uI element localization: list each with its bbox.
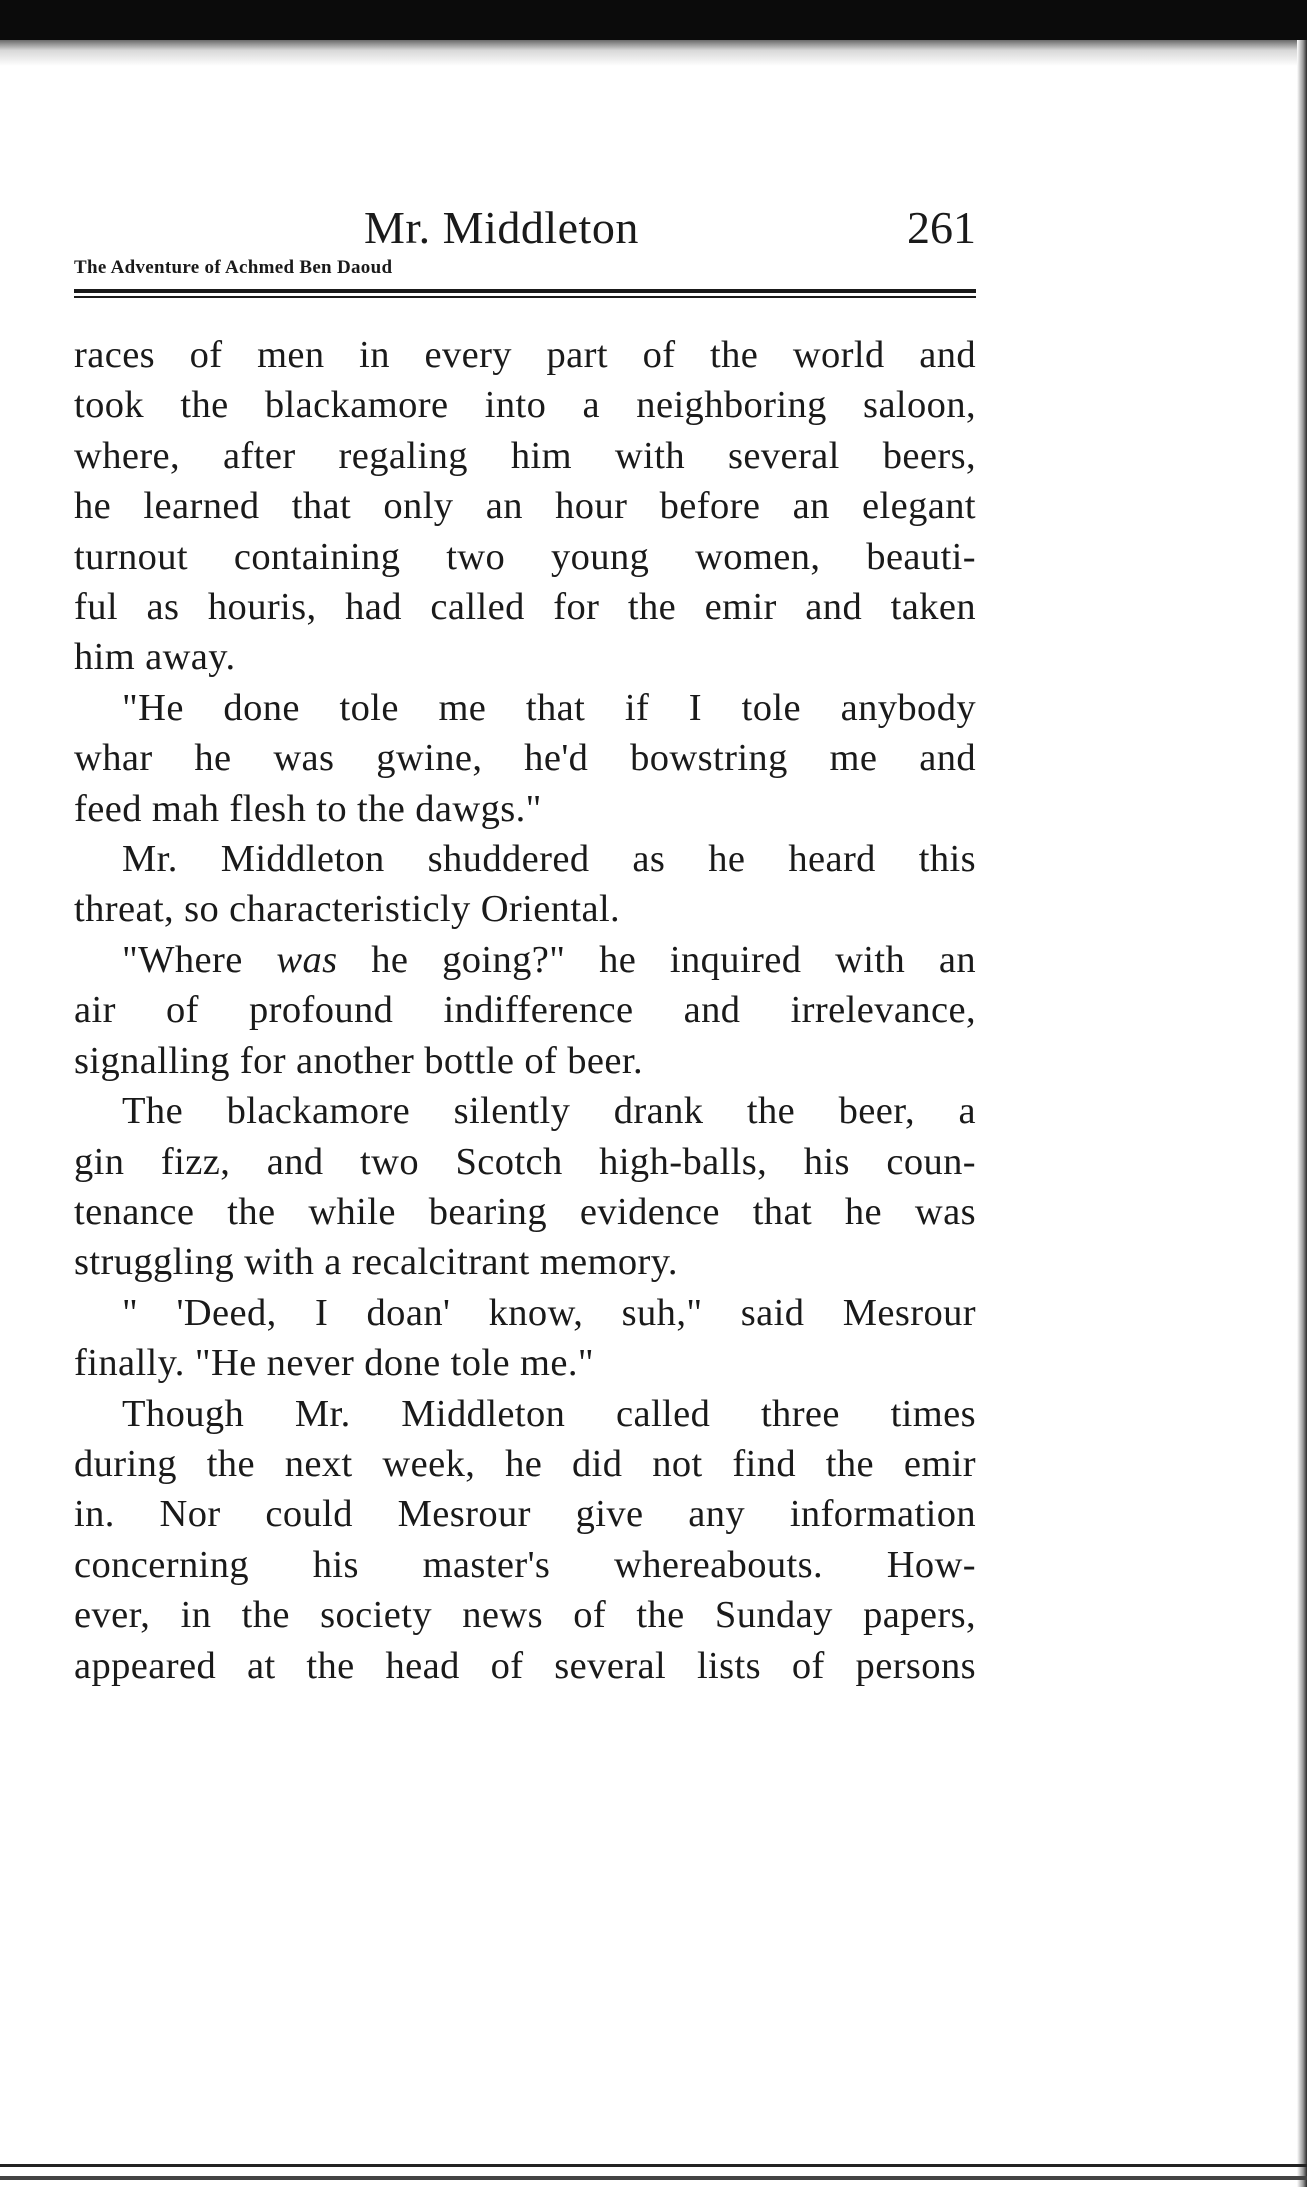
text-line: feed mah flesh to the dawgs." (74, 787, 542, 830)
paragraph-5 (74, 1086, 976, 1288)
text-line: threat, so characteristicly Oriental. (74, 888, 621, 931)
paragraph-2 (74, 683, 976, 834)
scan-right-edge (1297, 40, 1307, 2187)
paragraph-6 (74, 1288, 976, 1389)
scan-top-shadow (0, 40, 1307, 66)
text-line: where, after regaling him with several beers, (74, 434, 976, 477)
paragraph-1 (74, 330, 976, 683)
book-page (74, 200, 976, 1691)
text-fragment: "Where (122, 938, 277, 981)
chapter-subtitle: The Adventure of Achmed Ben Daoud (74, 257, 393, 278)
text-line: struggling with a recalcitrant memory. (74, 1241, 678, 1284)
running-head (74, 200, 976, 285)
paragraph-4 (74, 935, 976, 1086)
italic-word: was (276, 938, 338, 981)
text-line: he learned that only an hour before an elegant (74, 485, 976, 528)
scan-bottom-rule (0, 2164, 1307, 2167)
running-head-title: Mr. Middleton (364, 202, 639, 253)
text-line: signalling for another bottle of beer. (74, 1039, 644, 1082)
text-line: ful as houris, had called for the emir and taken (74, 586, 976, 629)
text-line: Mr. Middleton shuddered as he heard this (122, 838, 976, 881)
text-fragment: he going?" he inquired with an (337, 938, 976, 981)
text-line: air of profound indifference and irrelevance, (74, 989, 976, 1032)
paragraph-3 (74, 834, 976, 935)
paragraph-7 (74, 1389, 976, 1691)
text-line: races of men in every part of the world and (74, 334, 976, 376)
text-line: gin fizz, and two Scotch high-balls, his coun- (74, 1140, 976, 1183)
text-line: during the next week, he did not find the emir (74, 1442, 976, 1485)
text-line: turnout containing two young women, beauti- (74, 535, 976, 578)
text-line: " 'Deed, I doan' know, suh," said Mesrour (122, 1291, 976, 1334)
text-line: ever, in the society news of the Sunday papers, (74, 1594, 976, 1637)
scan-top-border (0, 0, 1307, 40)
text-line: tenance the while bearing evidence that he was (74, 1190, 976, 1233)
text-line: concerning his master's whereabouts. How- (74, 1543, 976, 1586)
text-line: whar he was gwine, he'd bowstring me and (74, 737, 976, 780)
header-rule-thick (74, 289, 976, 293)
text-line: him away. (74, 636, 236, 679)
text-line: The blackamore silently drank the beer, a (122, 1090, 976, 1133)
text-line: took the blackamore into a neighboring saloon, (74, 384, 976, 427)
scan-bottom-edge (0, 2176, 1307, 2180)
text-line: Though Mr. Middleton called three times (122, 1392, 976, 1435)
page-number: 261 (907, 202, 976, 253)
header-rule-thin (74, 296, 976, 298)
text-line: "He done tole me that if I tole anybody (122, 686, 976, 729)
text-line: appeared at the head of several lists of persons (74, 1644, 976, 1687)
text-line: in. Nor could Mesrour give any information (74, 1493, 976, 1536)
text-line: finally. "He never done tole me." (74, 1342, 594, 1385)
text-line (74, 935, 976, 985)
body-text (74, 330, 976, 1691)
